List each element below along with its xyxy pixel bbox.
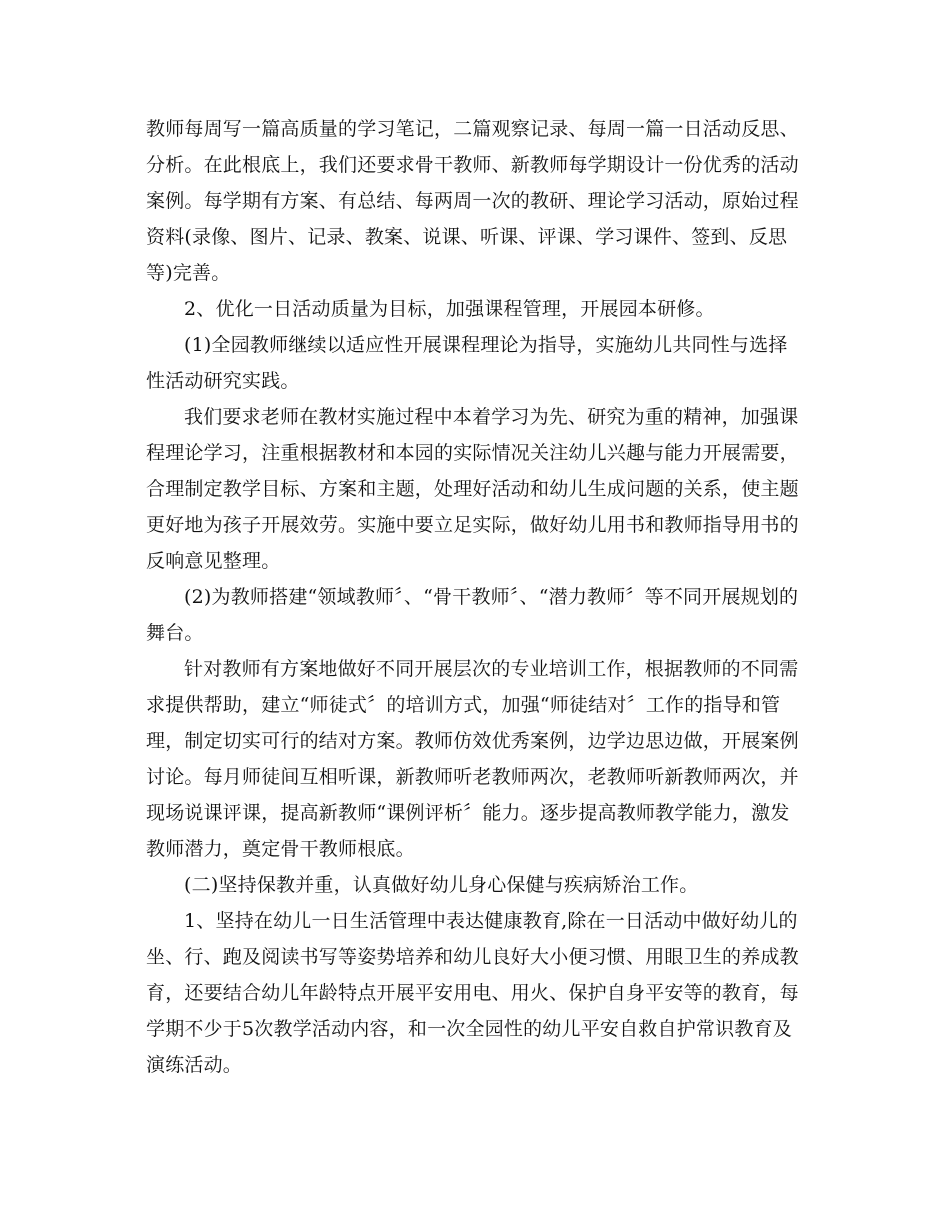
paragraph-1: 教师每周写一篇高质量的学习笔记，二篇观察记录、每周一篇一日活动反思、分析。在此根底上，我们还要求骨干教师、新教师每学期设计一份优秀的活动案例。每学期有方案、有总结、每两周一次的教研、理论学习活动，原始过程资料(录像、图片、记录、教案、说课、听课、评课、学习课件、签到、反思等)完善。 bbox=[146, 118, 799, 284]
paragraph-3: (1)全园教师继续以适应性开展课程理论为指导，实施幼儿共同性与选择性活动研究实践。 bbox=[146, 334, 788, 392]
paragraph-6: 针对教师有方案地做好不同开展层次的专业培训工作，根据教师的不同需求提供帮助，建立“师徒式〞的培训方式，加强“师徒结对〞工作的指导和管理，制定切实可行的结对方案。教师仿效优秀案例，边学边思边做，开展案例讨论。每月师徒间互相听课，新教师听老教师两次，老教师听新教师两次，并现场说课评课，提高新教师“课例评析〞能力。逐步提高教师教学能力，激发教师潜力，奠定骨干教师根底。 bbox=[146, 658, 799, 860]
paragraph-7: (二)坚持保教并重，认真做好幼儿身心保健与疾病矫治工作。 bbox=[184, 874, 699, 896]
document-body bbox=[146, 111, 806, 1083]
paragraph-4: 我们要求老师在教材实施过程中本着学习为先、研究为重的精神，加强课程理论学习，注重根据教材和本园的实际情况关注幼儿兴趣与能力开展需要，合理制定教学目标、方案和主题，处理好活动和幼儿生成问题的关系，使主题更好地为孩子开展效劳。实施中要立足实际，做好幼儿用书和教师指导用书的反响意见整理。 bbox=[146, 406, 799, 572]
paragraph-8: 1、坚持在幼儿一日生活管理中表达健康教育,除在一日活动中做好幼儿的坐、行、跑及阅读书写等姿势培养和幼儿良好大小便习惯、用眼卫生的养成教育，还要结合幼儿年龄特点开展平安用电、用火、保护自身平安等的教育，每学期不少于5次教学活动内容，和一次全园性的幼儿平安自救自护常识教育及演练活动。 bbox=[146, 910, 799, 1076]
paragraph-2: 2、优化一日活动质量为目标，加强课程管理，开展园本研修。 bbox=[184, 298, 715, 320]
paragraph-5: (2)为教师搭建“领域教师〞、“骨干教师〞、“潜力教师〞等不同开展规划的舞台。 bbox=[146, 586, 799, 644]
